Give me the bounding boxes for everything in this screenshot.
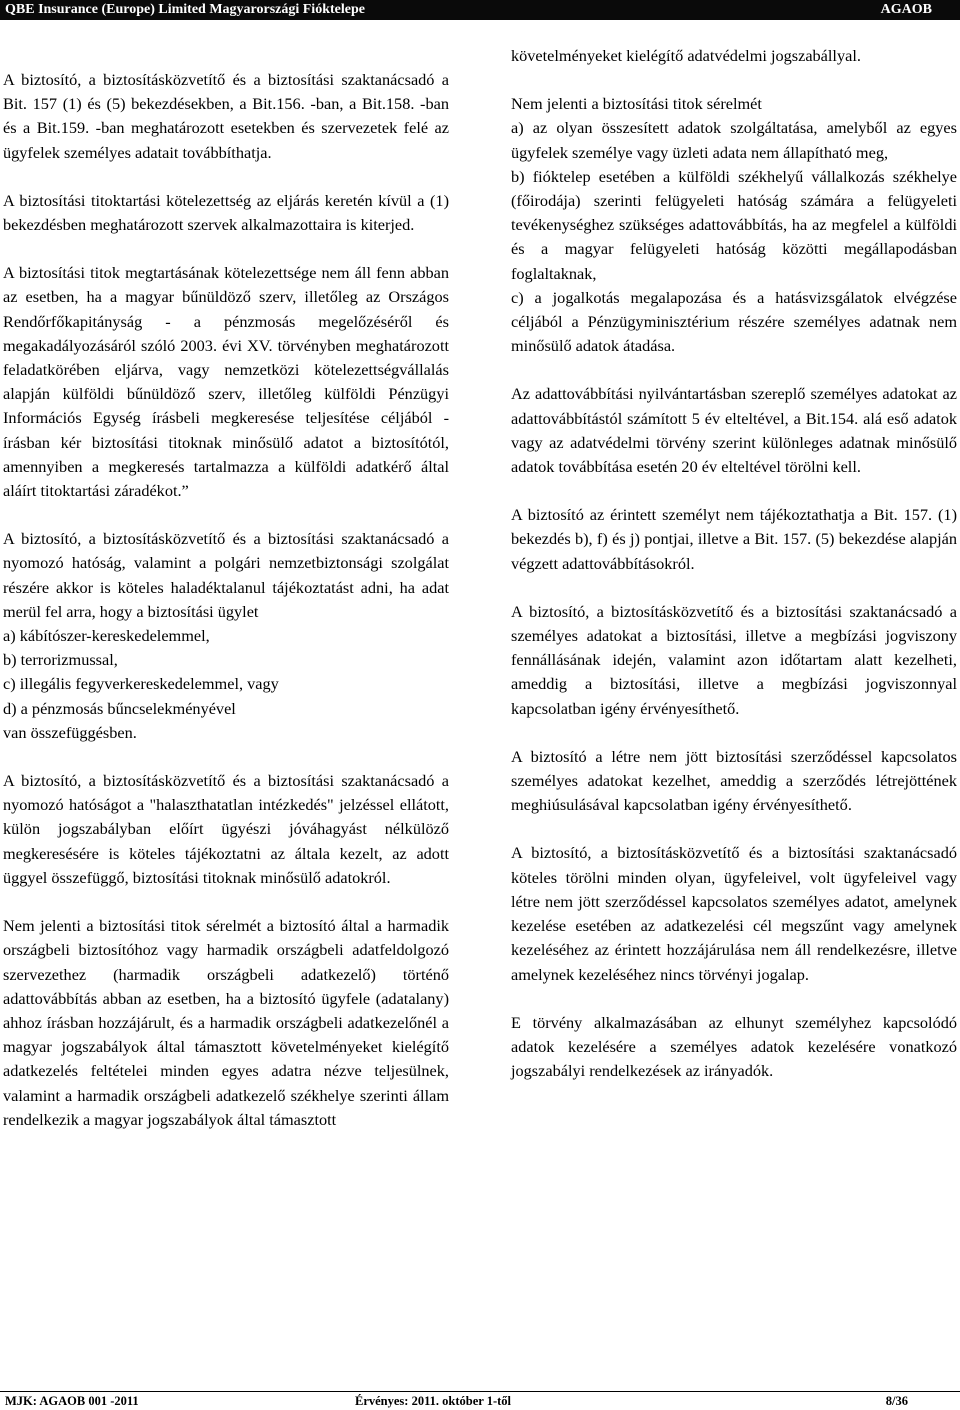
paragraph-investigation-intro: A biztosító, a biztosításközvetítő és a biztosítási szaktanácsadó a nyomozó hatóság, valamint a polgári nemzetbiztonsági szolgálat részére akkor is köteles haladéktalanul tájékoztatást adni, ha adat merül fel arra, hogy a biztosítási ügylet bbox=[3, 529, 449, 621]
validity-date: Érvényes: 2011. október 1-től bbox=[355, 1394, 512, 1408]
paragraph-urgent-measure: A biztosító, a biztosításközvetítő és a biztosítási szaktanácsadó a nyomozó hatóságot a "halaszthatatlan intézkedés" jelzéssel ellátott, külön jogszabályban előírt ügyészi jóváhagyást nélkülöző megkeresésére is köteles tájékoztatni az általa kezelt, az adott üggyel összefüggő, biztosítási titoknak minősülő adatokról. bbox=[3, 771, 449, 887]
document-id: MJK: AGAOB 001 -2011 bbox=[5, 1394, 139, 1408]
paragraph-failed-contract: A biztosító a létre nem jött biztosítási szerződéssel kapcsolatos személyes adatokat kezelhet, ameddig a szerződés létrejöttének meghiúsulásával kapcsolatban igény érvényesíthető. bbox=[511, 746, 957, 815]
paragraph-confidentiality-extent: A biztosítási titoktartási kötelezettség az eljárás keretén kívül a (1) bekezdésben meghatározott szervek alkalmazottaira is kiterjed. bbox=[3, 190, 449, 235]
paragraph-data-transfer: A biztosító, a biztosításközvetítő és a biztosítási szaktanácsadó a Bit. 157 (1) és (5) bekezdésekben, a Bit.156. -ban, a Bit.158. -ban és a Bit.159. -ban meghatározott esetekben és szervezetek felé az ügyfelek személyes adatait továbbíthatja. bbox=[3, 70, 449, 162]
list-item: van összefüggésben. bbox=[3, 722, 137, 742]
list-item: a) az olyan összesített adatok szolgáltatása, amelyből az egyes ügyfelek személye vagy üzleti adata nem állapítható meg, bbox=[511, 118, 957, 162]
page-header bbox=[0, 0, 960, 20]
list-item: d) a pénzmosás bűncselekményével bbox=[3, 698, 236, 718]
page-number: 8/36 bbox=[885, 1394, 908, 1408]
paragraph-investigation-duty bbox=[3, 527, 449, 745]
list-item: c) illegális fegyverkereskedelemmel, vagy bbox=[3, 674, 279, 694]
paragraph-not-breach-intro: Nem jelenti a biztosítási titok sérelmét bbox=[511, 94, 762, 114]
right-column bbox=[511, 44, 957, 1107]
paragraph-deceased-person: E törvény alkalmazásában az elhunyt személyhez kapcsolódó adatok kezelésére a személyes adatok kezelésére vonatkozó jogszabályi rendelkezések az irányadók. bbox=[511, 1012, 957, 1081]
paragraph-retention-register: Az adattovábbítási nyilvántartásban szereplő személyes adatokat az adattovábbítástól számított 5 év elteltével, a Bit.154. alá eső adatok vagy az adatvédelmi törvény szerint különleges adatnak minősülő adatok továbbítása esetén 20 év elteltével törölni kell. bbox=[511, 384, 957, 477]
paragraph-secret-exception: A biztosítási titok megtartásának kötelezettsége nem áll fenn abban az esetben, ha a magyar bűnüldöző szerv, illetőleg az Országos Rendőrfőkapitányság - a pénzmosás megelőzéséről és megakadályozásáról szóló 2003. évi XV. törvényben meghatározott feladatkörében eljárva, vagy nemzetközi kötelezettségvállalás alapján külföldi bűnüldöző szerv, illetőleg külföldi Pénzügyi Információs Egység írásbeli megkeresése teljesítése céljából - írásban kér biztosítási titoknak minősülő adatot a biztosítótól, amennyiben a megkeresés tartalmazza a külföldi adatkérő által aláírt titoktartási záradékot.” bbox=[3, 263, 449, 501]
paragraph-third-country: Nem jelenti a biztosítási titok sérelmét a biztosító által a harmadik országbeli biztosítóhoz vagy harmadik országbeli adatfeldolgozó szervezethez (harmadik országbeli adatkezelő) történő adattovábbítás abban az esetben, ha a biztosító ügyfele (adatalany) ahhoz írásban hozzájárult, és a harmadik országbeli adatkezelőnél a magyar jogszabályok által támasztott követelményeket kielégítő adatkezelés feltételei minden egyes adatra nézve teljesülnek, valamint a harmadik országbeli adatkezelő székhelye szerinti állam rendelkezik a magyar jogszabályok által támasztott bbox=[3, 916, 449, 1129]
list-item: a) kábítószer-kereskedelemmel, bbox=[3, 626, 210, 646]
paragraph-no-notification: A biztosító az érintett személyt nem tájékoztathatja a Bit. 157. (1) bekezdés b), f) és j) pontjai, illetve a Bit. 157. (5) bekezdése alapján végzett adattovábbításokról. bbox=[511, 505, 957, 573]
company-name: QBE Insurance (Europe) Limited Magyarországi Fióktelepe bbox=[5, 2, 365, 17]
list-item: c) a jogalkotás megalapozása és a hatásvizsgálatok elvégzése céljából a Pénzügyminisztérium részére személyes adatnak nem minősülő adatok átadása. bbox=[511, 287, 957, 356]
paragraph-continuation: követelményeket kielégítő adatvédelmi jogszabállyal. bbox=[511, 46, 861, 65]
page-footer bbox=[0, 1391, 960, 1410]
document-code: AGAOB bbox=[880, 2, 932, 17]
list-item: b) terrorizmussal, bbox=[3, 650, 118, 670]
left-column bbox=[3, 68, 449, 1132]
list-item: b) fióktelep esetében a külföldi székhelyű vállalkozás székhelye (főirodája) szerinti felügyeleti hatóság számára a felügyeleti tevékenységhez szükséges adattovábbítás, ha az megfelel a külföldi és a magyar felügyeleti hatóság közötti megállapodásban foglaltaknak, bbox=[511, 166, 957, 283]
paragraph-retention-period: A biztosító, a biztosításközvetítő és a biztosítási szaktanácsadó a személyes adatokat a biztosítási, illetve a megbízási jogviszony fennállásának idején, valamint azon időtartam alatt kezelheti, ameddig a biztosítási, illetve a megbízási jogviszonnyal kapcsolatban igény érvényesíthető. bbox=[511, 601, 957, 718]
paragraph-deletion-duty: A biztosító, a biztosításközvetítő és a biztosítási szaktanácsadó köteles törölni minden olyan, ügyfeleivel, volt ügyfeleivel vagy létre nem jött szerződéssel kapcsolatos személyes adatot, amelynek kezelése esetében az adatkezelési cél megszűnt vagy amelynek kezeléséhez az érintett hozzájárulása nem áll rendelkezésre, illetve amelynek kezeléséhez nincs törvényi jogalap. bbox=[511, 843, 957, 984]
paragraph-not-breach bbox=[511, 92, 957, 358]
